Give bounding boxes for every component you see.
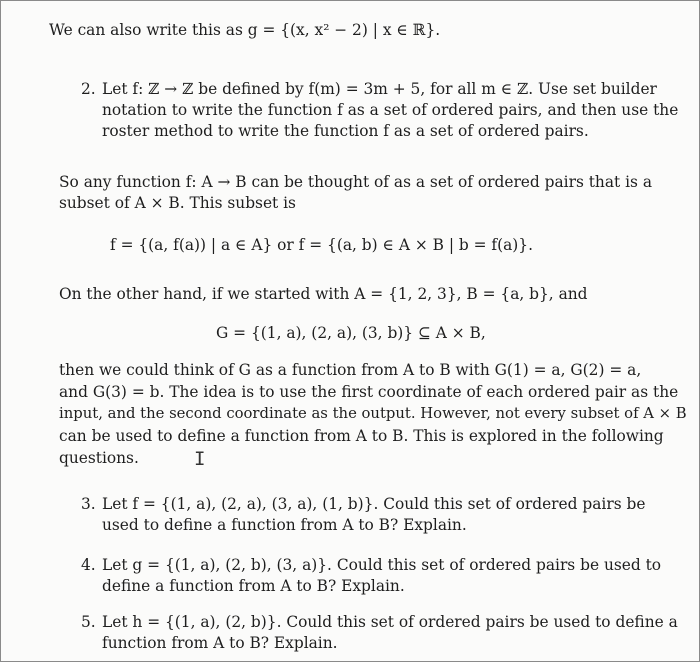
- item-2-number: 2.: [81, 80, 96, 98]
- display-equation-1: f = {(a, f(a)) | a ∈ A} or f = {(a, b) ∈ A × B | b = f(a)}.: [110, 236, 533, 254]
- para-2-line: On the other hand, if we started with A = {1, 2, 3}, B = {a, b}, and: [59, 285, 588, 303]
- item-4-line-1: Let g = {(1, a), (2, b), (3, a)}. Could this set of ordered pairs be used to: [102, 556, 662, 574]
- item-4-number: 4.: [81, 556, 96, 574]
- para-3-line-3: input, and the second coordinate as the output. However, not every subset of A × B: [59, 405, 687, 422]
- item-5-line-1: Let h = {(1, a), (2, b)}. Could this set of ordered pairs be used to define a: [102, 613, 678, 631]
- item-2-line-3: roster method to write the function f as a set of ordered pairs.: [102, 122, 589, 140]
- item-2-line-1: Let f: ℤ → ℤ be defined by f(m) = 3m + 5, for all m ∈ ℤ. Use set builder: [102, 80, 657, 98]
- display-equation-2: G = {(1, a), (2, a), (3, b)} ⊆ A × B,: [216, 324, 486, 342]
- para-1-line-1: So any function f: A → B can be thought of as a set of ordered pairs that is a: [59, 173, 652, 191]
- item-5-number: 5.: [81, 613, 96, 631]
- item-3-line-1: Let f = {(1, a), (2, a), (3, a), (1, b)}. Could this set of ordered pairs be: [102, 495, 646, 513]
- item-3-line-2: used to define a function from A to B? Explain.: [102, 516, 467, 534]
- para-1-line-2: subset of A × B. This subset is: [59, 194, 296, 212]
- para-3-line-2: and G(3) = b. The idea is to use the first coordinate of each ordered pair as the: [59, 383, 679, 401]
- item-5-line-2: function from A to B? Explain.: [102, 634, 338, 652]
- text-cursor-icon: I: [194, 448, 206, 470]
- para-3-line-4: can be used to define a function from A to B. This is explored in the following: [59, 427, 664, 445]
- para-3-line-1: then we could think of G as a function from A to B with G(1) = a, G(2) = a,: [59, 361, 642, 379]
- item-3-number: 3.: [81, 495, 96, 513]
- para-3-line-5: questions.: [59, 449, 139, 467]
- item-4-line-2: define a function from A to B? Explain.: [102, 577, 405, 595]
- intro-line: We can also write this as g = {(x, x² − 2) | x ∈ ℝ}.: [49, 21, 441, 39]
- item-2-line-2: notation to write the function f as a set of ordered pairs, and then use the: [102, 101, 679, 119]
